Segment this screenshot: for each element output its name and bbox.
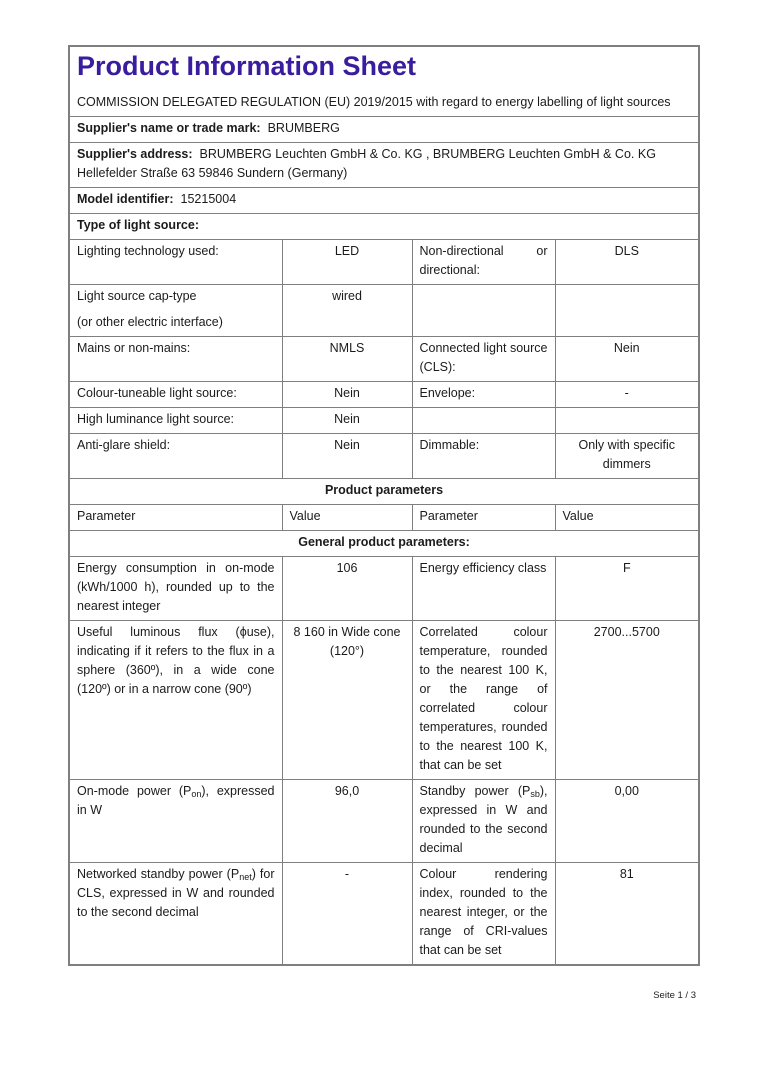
value-cell: DLS: [555, 240, 699, 285]
section-header-row: [69, 531, 699, 557]
page-title: Product Information Sheet: [77, 51, 417, 81]
model-identifier-cell: [69, 188, 699, 214]
supplier-address-cell: [69, 143, 699, 188]
supplier-name-label: Supplier's name or trade mark:: [77, 121, 261, 135]
table-row: [69, 557, 699, 621]
regulation-text: COMMISSION DELEGATED REGULATION (EU) 2019/2015 with regard to energy labelling of light sources: [77, 95, 671, 109]
value-cell: wired: [282, 285, 412, 337]
page-number: Seite 1 / 3: [653, 990, 696, 1001]
param-cell: [412, 780, 555, 863]
value-cell: 2700...5700: [555, 621, 699, 780]
section-header-row: [69, 479, 699, 505]
general-parameters-heading: General product parameters:: [69, 531, 699, 557]
table-row: [69, 434, 699, 479]
table-row: [69, 863, 699, 966]
param-cell: Colour rendering index, rounded to the nearest integer, or the range of CRI-values that can be set: [412, 863, 555, 966]
param-cell: Connected light source (CLS):: [412, 337, 555, 382]
model-identifier-row: [69, 188, 699, 214]
value-cell: [555, 408, 699, 434]
param-cell: Energy efficiency class: [412, 557, 555, 621]
column-header: Parameter: [69, 505, 282, 531]
table-row: [69, 285, 699, 337]
param-text: ), expressed in W and rounded to the second decimal: [419, 784, 548, 855]
value-cell: -: [555, 382, 699, 408]
table-row: [69, 780, 699, 863]
value-cell: [555, 285, 699, 337]
model-identifier-value: 15215004: [180, 192, 237, 206]
type-of-light-source-row: [69, 214, 699, 240]
table-row: [69, 621, 699, 780]
value-cell: Nein: [282, 382, 412, 408]
table-row: [69, 240, 699, 285]
param-cell: Anti-glare shield:: [69, 434, 282, 479]
column-header-row: [69, 505, 699, 531]
param-text: On-mode power (P: [77, 784, 192, 798]
table-row: [69, 408, 699, 434]
param-line: (or other electric interface): [77, 315, 223, 329]
supplier-address-value: BRUMBERG Leuchten GmbH & Co. KG , BRUMBERG Leuchten GmbH & Co. KG Hellefelder Straße 63 59846 Sundern (Germany): [77, 147, 656, 180]
param-cell: [69, 285, 282, 337]
param-cell: Correlated colour temperature, rounded to the nearest 100 K, or the range of correlated colour temperatures, rounded to the nearest 100 K, that can be set: [412, 621, 555, 780]
param-cell: Useful luminous flux (ϕuse), indicating if it refers to the flux in a sphere (360º), in a wide cone (120º) or in a narrow cone (90º): [69, 621, 282, 780]
value-cell: 0,00: [555, 780, 699, 863]
param-cell: Dimmable:: [412, 434, 555, 479]
column-header: Parameter: [412, 505, 555, 531]
value-cell: 81: [555, 863, 699, 966]
value-cell: Nein: [282, 408, 412, 434]
title-row: [69, 46, 699, 117]
param-cell: Lighting technology used:: [69, 240, 282, 285]
type-of-light-source-label: Type of light source:: [77, 218, 199, 232]
product-info-table: [68, 45, 700, 966]
value-cell: 106: [282, 557, 412, 621]
param-line: Light source cap-type: [77, 289, 197, 303]
type-of-light-source-cell: [69, 214, 699, 240]
sheet-container: [68, 45, 698, 1001]
model-identifier-label: Model identifier:: [77, 192, 174, 206]
value-cell: LED: [282, 240, 412, 285]
param-cell: Mains or non-mains:: [69, 337, 282, 382]
param-cell: Envelope:: [412, 382, 555, 408]
value-cell: NMLS: [282, 337, 412, 382]
subscript-text: on: [191, 789, 202, 799]
subscript-text: net: [239, 872, 252, 882]
param-cell: [412, 408, 555, 434]
title-cell: [69, 46, 699, 117]
product-parameters-heading: Product parameters: [69, 479, 699, 505]
value-cell: 96,0: [282, 780, 412, 863]
value-cell: -: [282, 863, 412, 966]
supplier-name-row: [69, 117, 699, 143]
param-cell: Colour-tuneable light source:: [69, 382, 282, 408]
column-header: Value: [282, 505, 412, 531]
supplier-name-value: BRUMBERG: [267, 121, 340, 135]
param-cell: [412, 285, 555, 337]
supplier-name-cell: [69, 117, 699, 143]
table-row: [69, 337, 699, 382]
param-text: Networked standby power (P: [77, 867, 240, 881]
subscript-text: sb: [530, 789, 540, 799]
param-cell: [69, 863, 282, 966]
supplier-address-label: Supplier's address:: [77, 147, 193, 161]
param-cell: Energy consumption in on-mode (kWh/1000 h), rounded up to the nearest integer: [69, 557, 282, 621]
value-cell: Nein: [282, 434, 412, 479]
param-cell: Non-directional or directional:: [412, 240, 555, 285]
supplier-address-row: [69, 143, 699, 188]
param-cell: [69, 780, 282, 863]
value-cell: Nein: [555, 337, 699, 382]
param-text: ), expressed in W: [77, 784, 275, 817]
value-cell: 8 160 in Wide cone (120°): [282, 621, 412, 780]
column-header: Value: [555, 505, 699, 531]
param-text: ) for CLS, expressed in W and rounded to the second decimal: [77, 867, 275, 919]
value-cell: Only with specific dimmers: [555, 434, 699, 479]
value-cell: F: [555, 557, 699, 621]
table-row: [69, 382, 699, 408]
param-text: Standby power (P: [419, 784, 531, 798]
param-cell: High luminance light source:: [69, 408, 282, 434]
